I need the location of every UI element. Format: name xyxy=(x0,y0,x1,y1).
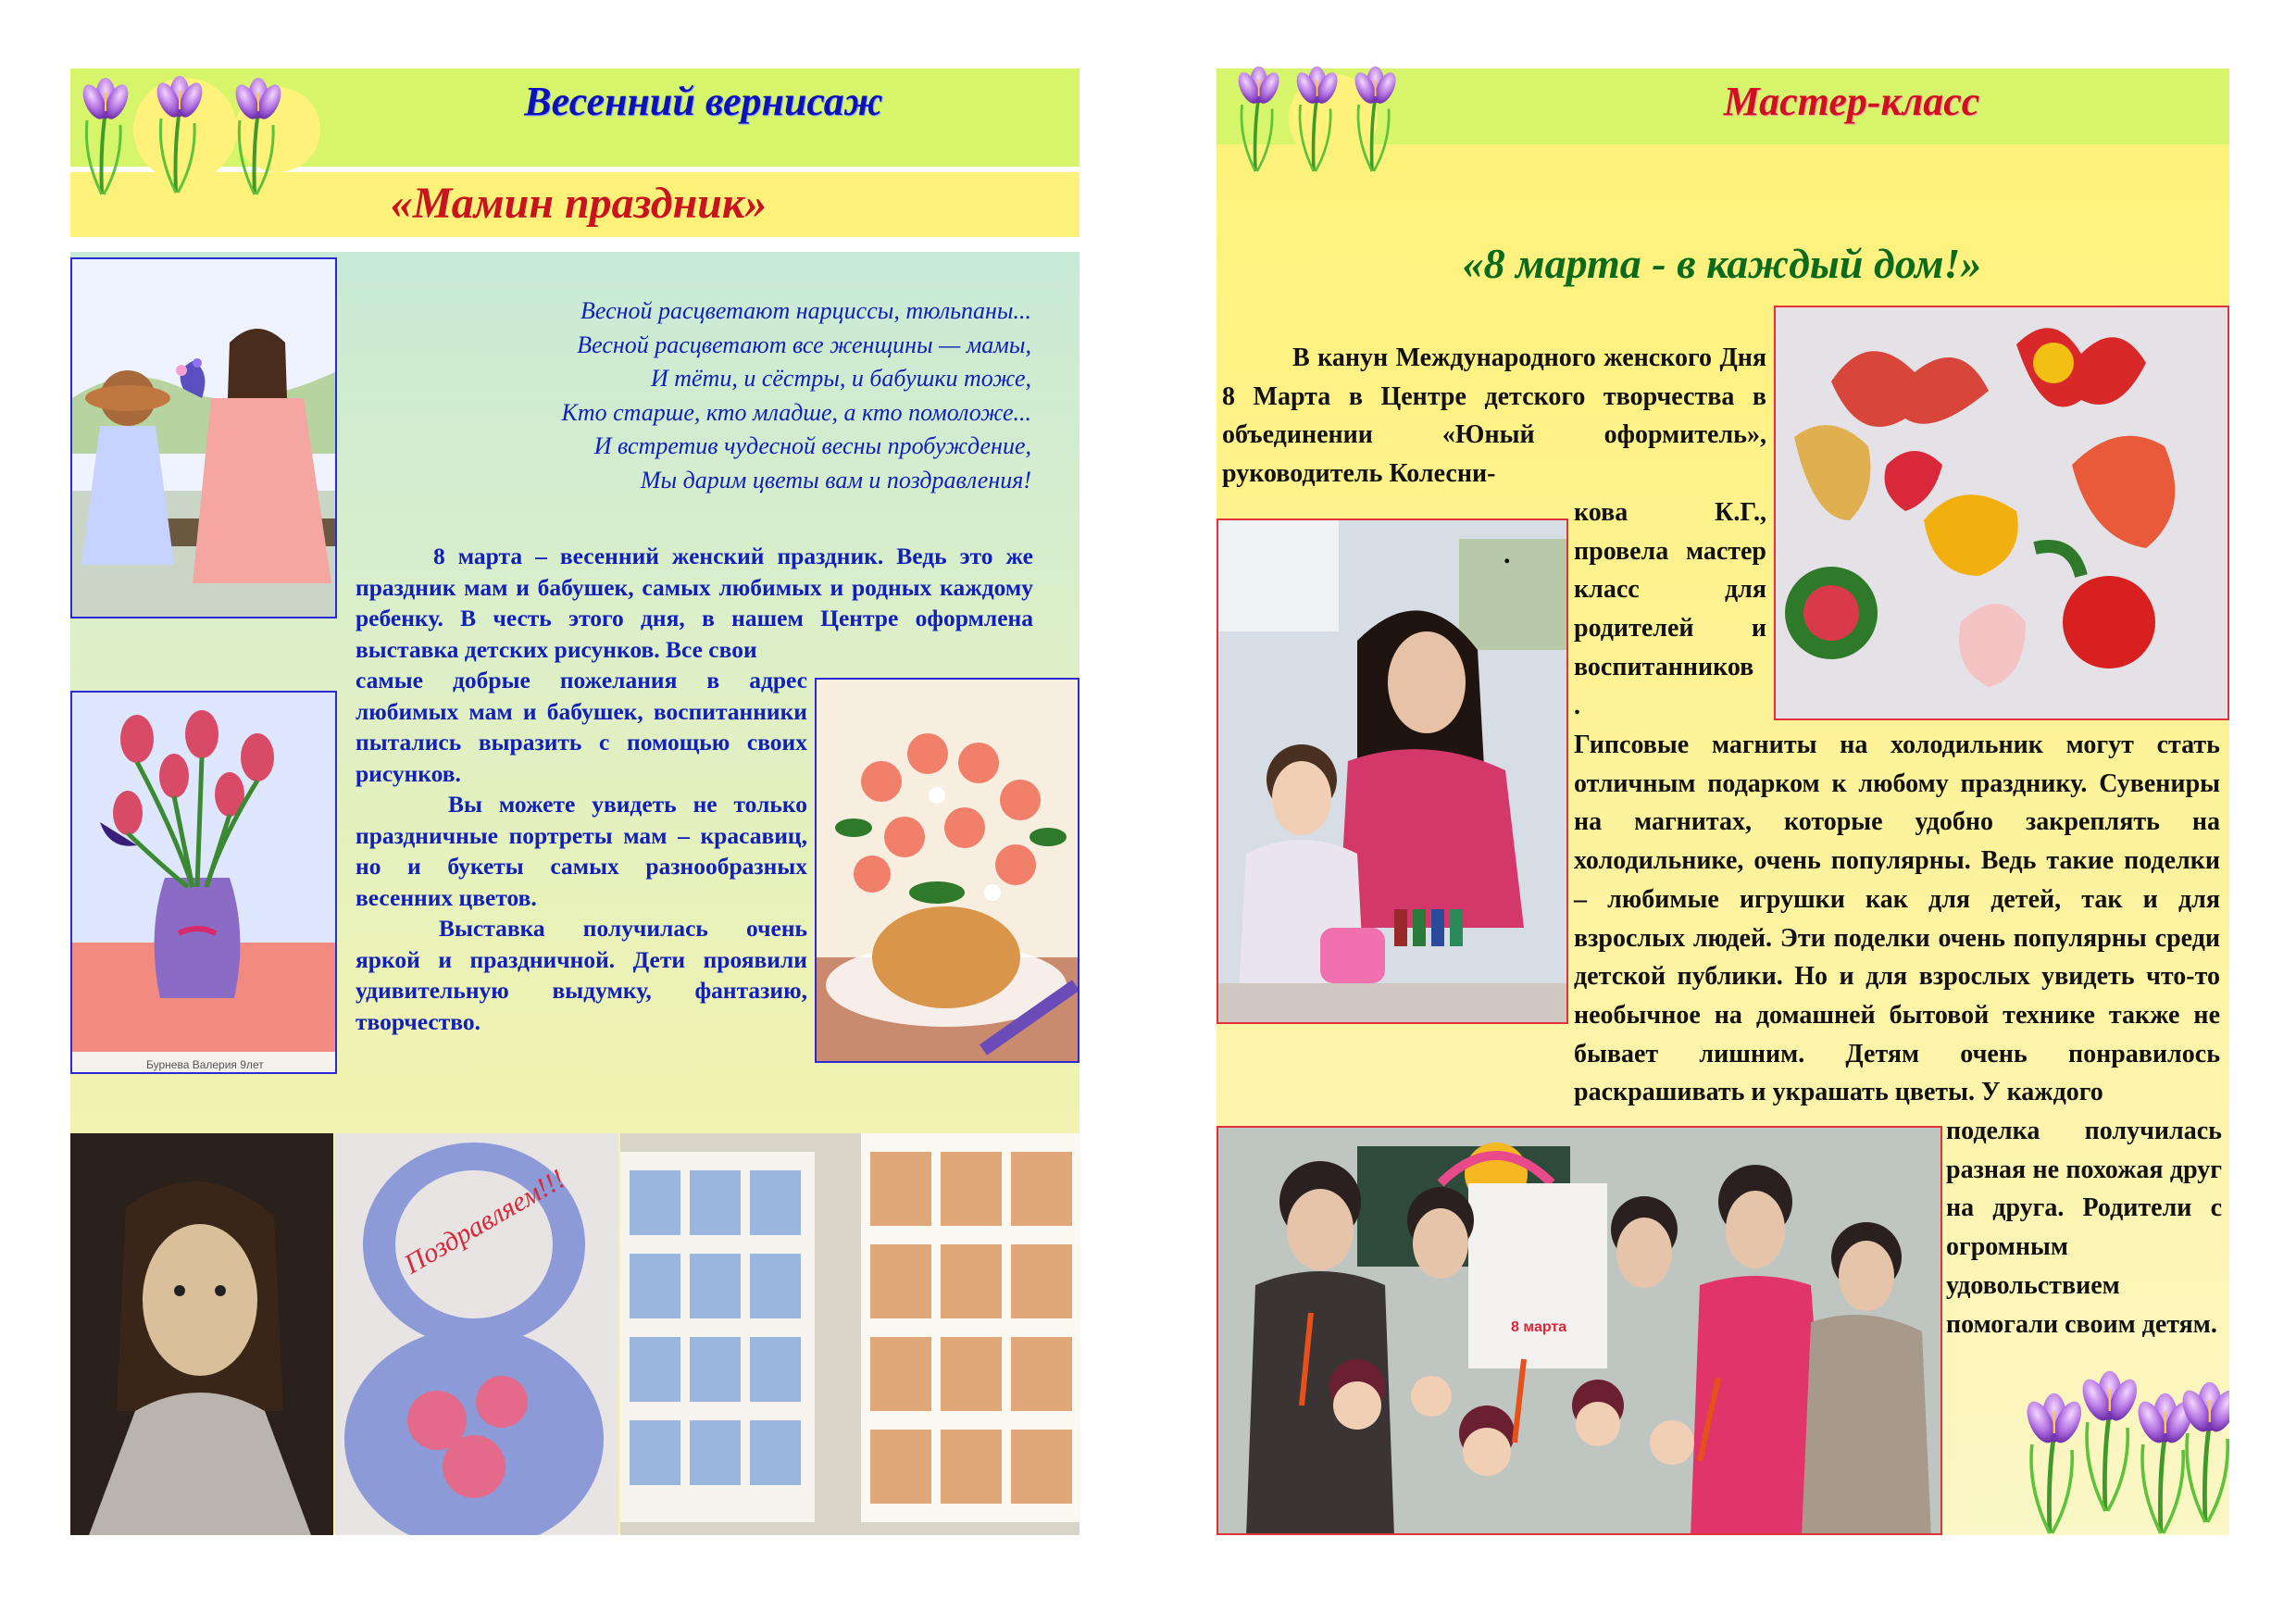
poem-line: И встретив чудесной весны пробуждение, xyxy=(593,432,1031,459)
left-header-title: Весенний вернисаж xyxy=(524,79,883,124)
crocus-decoration-icon xyxy=(1222,63,1444,183)
exhibition-stands-photo xyxy=(620,1133,1079,1535)
left-paragraph-3: Вы можете увидеть не только праздничные портреты мам – красавиц, но и букеты самых разнообразных весенних цветов. xyxy=(356,791,807,911)
poster-greeting-text: Поздравляем!!! xyxy=(399,1163,570,1280)
crocus-bouquet-icon xyxy=(2007,1344,2229,1535)
left-paragraph-block xyxy=(356,665,807,1037)
drawing-caption: Бурнева Валерия 9лет xyxy=(146,1058,264,1071)
left-paragraph-4: Выставка получилась очень яркой и праздничной. Дети проявили удивительную выдумку, фантазию, творчество. xyxy=(356,915,807,1035)
poem-line: Кто старше, кто младше, а кто помоложе... xyxy=(561,398,1031,426)
left-paragraph-1: 8 марта – весенний женский праздник. Ведь это же праздник мам и бабушек, самых любимых и родных каждому ребенку. В честь этого дня, в нашем Центре оформлена выставка детских рисунков. Все свои xyxy=(356,543,1033,663)
right-paragraph-1b: кова К.Г., провела мастер класс для родителей и воспитанников . xyxy=(1574,498,1766,720)
magnets-photo xyxy=(1774,306,2229,720)
tulip-vase-drawing xyxy=(70,691,337,1074)
mother-daughter-drawing xyxy=(70,257,337,618)
stray-dot: . xyxy=(1504,539,1511,569)
right-header-title: Мастер-класс xyxy=(1723,79,1980,124)
eight-poster-photo xyxy=(335,1133,618,1535)
portrait-painting-photo xyxy=(70,1133,333,1535)
right-page-subtitle: «8 марта - в каждый дом!» xyxy=(1462,240,1982,287)
rose-bouquet-drawing xyxy=(815,678,1079,1063)
left-page-subtitle: «Мамин праздник» xyxy=(390,179,767,228)
right-paragraph-2: Гипсовые магниты на холодильник могут стать отличным подарком к любому празднику. Сувениры на магнитах, которые удобно закреплять на холодильнике, очень популярны. Ведь такие поделки – любимые игрушки как для детей, так и для взрослых людей. Эти поделки очень популярны среди детской публики. Но и для взрослых увидеть что-то необычное на домашней бытовой технике также не бывает лишним. Детям очень понравилось раскрашивать и украшать цветы. У каждого xyxy=(1574,731,2220,1107)
poem-line: Мы дарим цветы вам и поздравления! xyxy=(640,466,1031,493)
teacher-girl-photo xyxy=(1217,518,1568,1024)
right-paragraph-3: поделка получилась разная не похожая друг на друга. Родители с огромным удовольствием помогали своим детям. xyxy=(1946,1117,2222,1339)
poem-block xyxy=(389,294,1031,497)
group-photo xyxy=(1217,1126,1942,1535)
poster-8-march-text: 8 марта xyxy=(1511,1319,1567,1335)
poem-line: Весной расцветают нарциссы, тюльпаны... xyxy=(580,297,1031,324)
poem-line: Весной расцветают все женщины — мамы, xyxy=(577,331,1031,358)
left-paragraph-2: самые добрые пожелания в адрес любимых мам и бабушек, воспитанники пытались выразить с помощью своих рисунков. xyxy=(356,667,807,787)
poem-line: И тёти, и сёстры, и бабушки тоже, xyxy=(650,365,1031,392)
right-paragraph-1: В канун Международного женского Дня 8 Марта в Центре детского творчества в объединении «Юный оформитель», руководитель Колесни- xyxy=(1222,344,1766,489)
